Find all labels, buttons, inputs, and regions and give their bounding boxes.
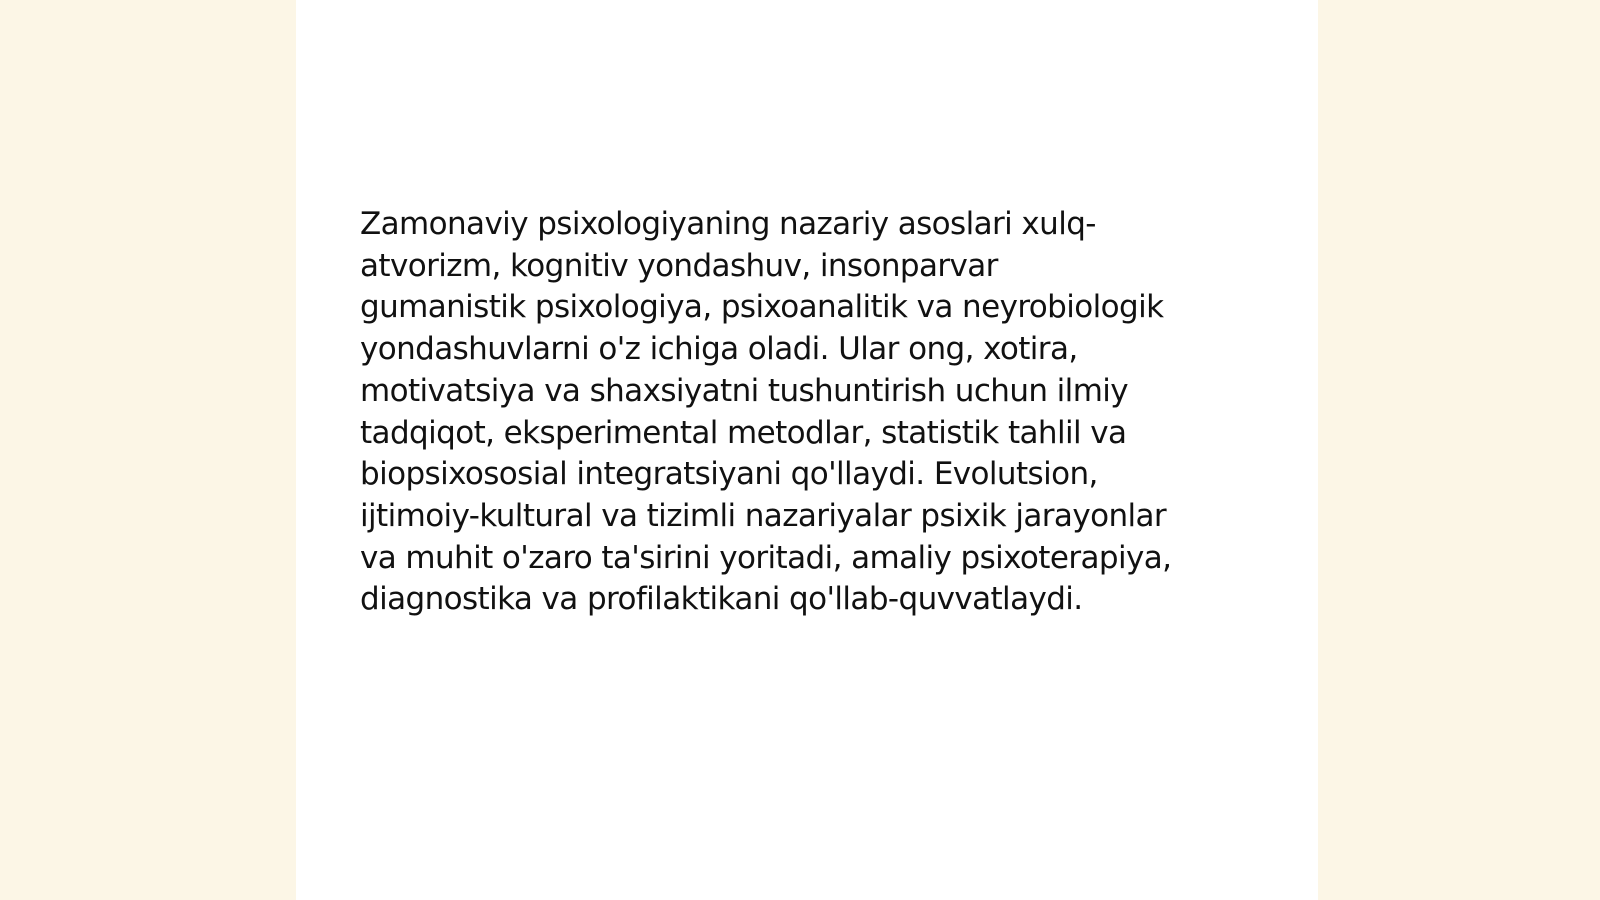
paragraph-line: Zamonaviy psixologiyaning nazariy asoslari xulq- <box>360 206 1096 242</box>
paragraph-line: atvorizm, kognitiv yondashuv, insonparvar <box>360 247 998 284</box>
paragraph-line: yondashuvlarni o'z ichiga oladi. Ular ong, xotira, <box>360 331 1078 368</box>
body-paragraph <box>360 204 1260 621</box>
paragraph-line: motivatsiya va shaxsiyatni tushuntirish uchun ilmiy <box>360 372 1129 409</box>
paragraph-line: ijtimoiy-kultural va tizimli nazariyalar psixik jarayonlar <box>360 497 1167 534</box>
paragraph-line: gumanistik psixologiya, psixoanalitik va neyrobiologik <box>360 289 1164 326</box>
paragraph-line: diagnostika va profilaktikani qo'llab-quvvatlaydi. <box>360 581 1083 618</box>
paragraph-line: tadqiqot, eksperimental metodlar, statistik tahlil va <box>360 414 1127 451</box>
paragraph-line: va muhit o'zaro ta'sirini yoritadi, amaliy psixoterapiya, <box>360 539 1172 576</box>
paragraph-line: biopsixososial integratsiyani qo'llaydi. Evolutsion, <box>360 456 1098 493</box>
document-page <box>296 0 1318 900</box>
